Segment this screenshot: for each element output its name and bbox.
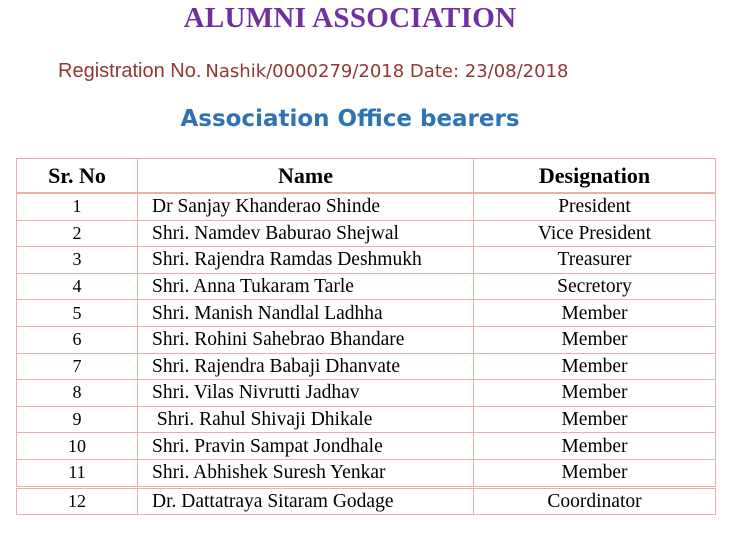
name-cell: Shri. Rajendra Ramdas Deshmukh [138, 247, 474, 274]
table-header-row [17, 159, 716, 194]
designation-cell: Member [474, 459, 716, 487]
table-row [17, 487, 716, 514]
section-subtitle: Association Office bearers [180, 106, 520, 132]
designation-cell: Vice President [474, 220, 716, 247]
designation-cell: Member [474, 300, 716, 327]
sr-no-cell: 12 [17, 487, 138, 514]
registration-label: Registration No. [58, 60, 202, 82]
sr-no-cell: 6 [17, 326, 138, 353]
office-bearers-table [16, 158, 716, 515]
designation-cell: Coordinator [474, 487, 716, 514]
table-row [17, 433, 716, 460]
sr-no-cell: 2 [17, 220, 138, 247]
designation-cell: Member [474, 380, 716, 407]
sr-no-cell: 7 [17, 353, 138, 380]
designation-cell: Secretory [474, 273, 716, 300]
name-cell: Shri. Pravin Sampat Jondhale [138, 433, 474, 460]
name-cell: Shri. Rahul Shivaji Dhikale [138, 406, 474, 433]
name-cell: Shri. Rohini Sahebrao Bhandare [138, 326, 474, 353]
table-row [17, 300, 716, 327]
sr-no-cell: 5 [17, 300, 138, 327]
name-cell: Shri. Anna Tukaram Tarle [138, 273, 474, 300]
table-row [17, 220, 716, 247]
registration-line [58, 60, 569, 83]
sr-no-cell: 10 [17, 433, 138, 460]
designation-cell: President [474, 193, 716, 220]
table-row [17, 459, 716, 487]
sr-no-cell: 1 [17, 193, 138, 220]
header-designation: Designation [474, 159, 716, 194]
table-row [17, 406, 716, 433]
header-name: Name [138, 159, 474, 194]
registration-value: Nashik/0000279/2018 Date: 23/08/2018 [205, 61, 569, 82]
name-cell: Shri. Abhishek Suresh Yenkar [138, 459, 474, 487]
table-row [17, 353, 716, 380]
sr-no-cell: 9 [17, 406, 138, 433]
name-cell: Dr Sanjay Khanderao Shinde [138, 193, 474, 220]
name-cell: Shri. Namdev Baburao Shejwal [138, 220, 474, 247]
page-title: ALUMNI ASSOCIATION [183, 2, 517, 34]
sr-no-cell: 4 [17, 273, 138, 300]
table-row [17, 326, 716, 353]
designation-cell: Member [474, 353, 716, 380]
designation-cell: Member [474, 406, 716, 433]
sr-no-cell: 8 [17, 380, 138, 407]
designation-cell: Member [474, 326, 716, 353]
name-cell: Shri. Manish Nandlal Ladhha [138, 300, 474, 327]
name-cell: Shri. Rajendra Babaji Dhanvate [138, 353, 474, 380]
sr-no-cell: 3 [17, 247, 138, 274]
table-row [17, 193, 716, 220]
sr-no-cell: 11 [17, 459, 138, 487]
table-row [17, 380, 716, 407]
table-row [17, 247, 716, 274]
name-cell: Dr. Dattatraya Sitaram Godage [138, 487, 474, 514]
designation-cell: Member [474, 433, 716, 460]
designation-cell: Treasurer [474, 247, 716, 274]
header-sr-no: Sr. No [17, 159, 138, 194]
name-cell: Shri. Vilas Nivrutti Jadhav [138, 380, 474, 407]
table-row [17, 273, 716, 300]
